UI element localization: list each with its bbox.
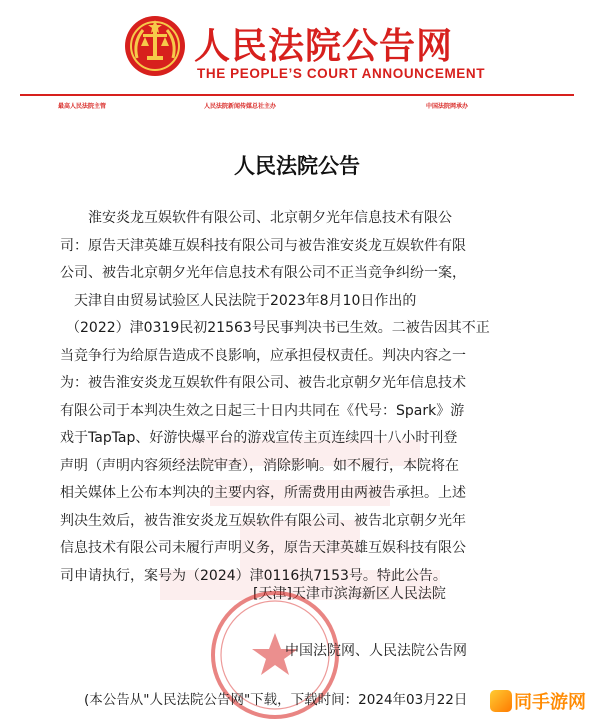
download-note: (本公告从"人民法院公告网"下载，下载时间：2024年03月22日 [84,692,468,708]
notice-line: 天津自由贸易试验区人民法院于2023年8月10日作出的 [74,292,417,309]
site-logo-text: 同手游网 [514,692,586,713]
court-emblem-icon [123,14,187,78]
notice-line: 信息技术有限公司未履行声明义务，原告天津英雄互娱科技有限公 [60,540,466,556]
notice-line: 淮安炎龙互娱软件有限公司、北京朝夕光年信息技术有限公 [88,210,452,226]
notice-line: 相关媒体上公布本判决的主要内容，所需费用由两被告承担。上述 [60,485,466,501]
notice-line: 声明（声明内容须经法院审查），消除影响。如不履行，本院将在 [60,457,459,474]
notice-line: （2022）津0319民初21563号民事判决书已生效。二被告因其不正 [66,320,490,336]
banner-item: 人民法院新闻传媒总社主办 [204,103,277,110]
masthead-title: 人民法院公告网 [194,25,454,67]
banner-item: 中国法院网承办 [426,103,469,110]
masthead [0,0,594,110]
publisher: 中国法院网、人民法院公告网 [285,643,467,659]
site-watermark-logo [490,688,588,714]
header-divider [20,94,574,96]
notice-line: 司申请执行，案号为（2024）津0116执7153号。特此公告。 [60,567,447,584]
notice-title: 人民法院公告 [234,154,360,178]
masthead-subtitle: THE PEOPLE’S COURT ANNOUNCEMENT [197,66,486,81]
issuing-court: [天津]天津市滨海新区人民法院 [253,586,446,602]
notice-line: 为：被告淮安炎龙互娱软件有限公司、被告北京朝夕光年信息技术 [60,375,466,391]
notice-line: 判决生效后，被告淮安炎龙互娱软件有限公司、被告北京朝夕光年 [60,512,466,529]
banner-item: 最高人民法院主管 [58,103,107,110]
notice-line: 公司、被告北京朝夕光年信息技术有限公司不正当竞争纠纷一案， [60,265,466,281]
notice-body [60,205,540,590]
masthead-banner [32,101,562,113]
notice-line: 有限公司于本判决生效之日起三十日内共同在《代号：Spark》游 [60,402,465,419]
notice-line: 司：原告天津英雄互娱科技有限公司与被告淮安炎龙互娱软件有限 [60,237,466,254]
notice-line: 当竞争行为给原告造成不良影响，应承担侵权责任。判决内容之一 [60,347,466,364]
site-logo-icon [490,690,512,712]
notice-line: 戏于TapTap、好游快爆平台的游戏宣传主页连续四十八小时刊登 [60,430,458,446]
